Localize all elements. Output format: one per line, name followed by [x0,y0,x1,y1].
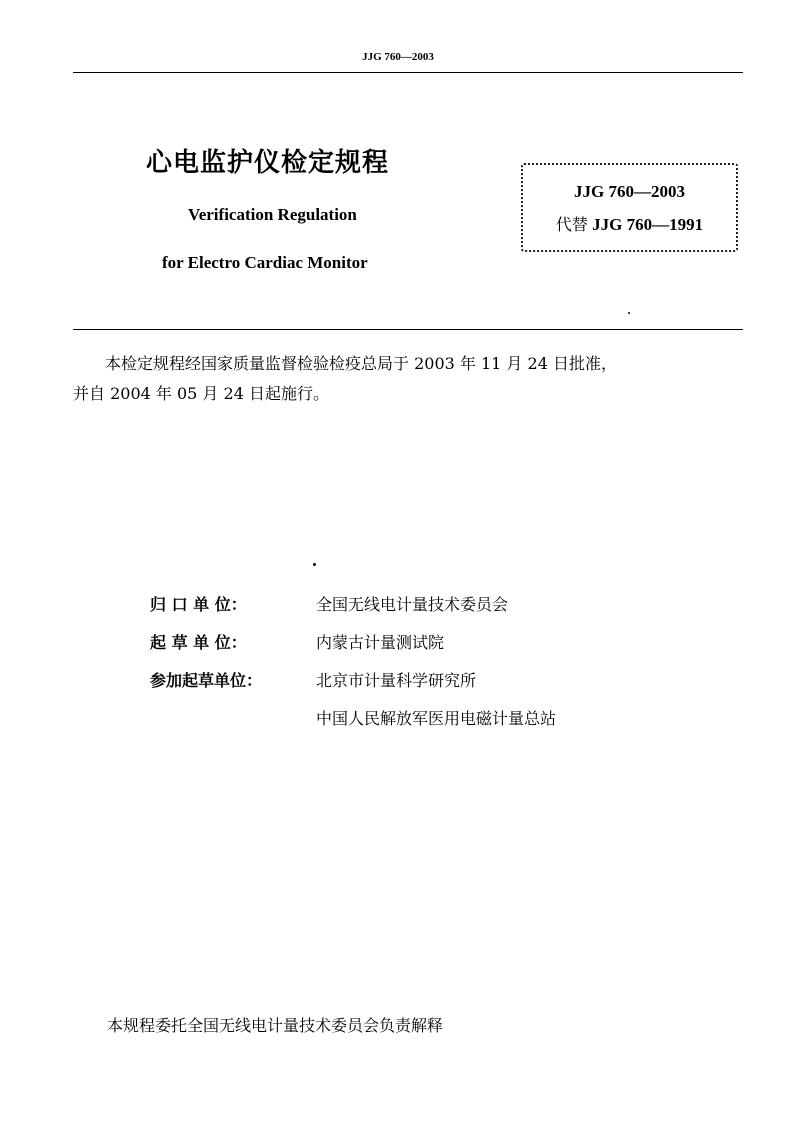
standard-number: JJG 760—2003 [574,182,685,201]
header-rule [73,72,743,73]
standard-number-box [521,163,738,252]
header-code: JJG 760—2003 [362,51,434,63]
title-chinese: 心电监护仪检定规程 [146,148,390,178]
approval-paragraph [73,349,745,409]
unit-label-responsible: 归 口 单 位： [150,595,247,614]
unit-value-participating-1: 北京市计量科学研究所 [316,671,477,690]
unit-value-participating-2: 中国人民解放军医用电磁计量总站 [316,709,557,728]
replaces-prefix: 代替 [555,215,588,234]
speck [313,563,316,566]
interpretation-note: 本规程委托全国无线电计量技术委员会负责解释 [107,1016,444,1035]
approval-line-1: 本检定规程经国家质量监督检验检疫总局于 2003 年 11 月 24 日批准， [105,354,617,373]
speck [628,312,630,314]
replaces-number: JJG 760—1991 [592,215,704,234]
title-english-line1: Verification Regulation [188,205,357,224]
replaces-line [523,212,736,235]
unit-value-drafting: 内蒙古计量测试院 [316,633,445,652]
unit-value-responsible: 全国无线电计量技术委员会 [316,595,509,614]
unit-label-drafting: 起 草 单 位： [150,633,247,652]
title-rule [73,329,743,330]
unit-label-participating: 参加起草单位： [150,671,263,690]
title-english-line2: for Electro Cardiac Monitor [162,253,368,272]
approval-line-2: 并自 2004 年 05 月 24 日起施行。 [73,384,329,403]
